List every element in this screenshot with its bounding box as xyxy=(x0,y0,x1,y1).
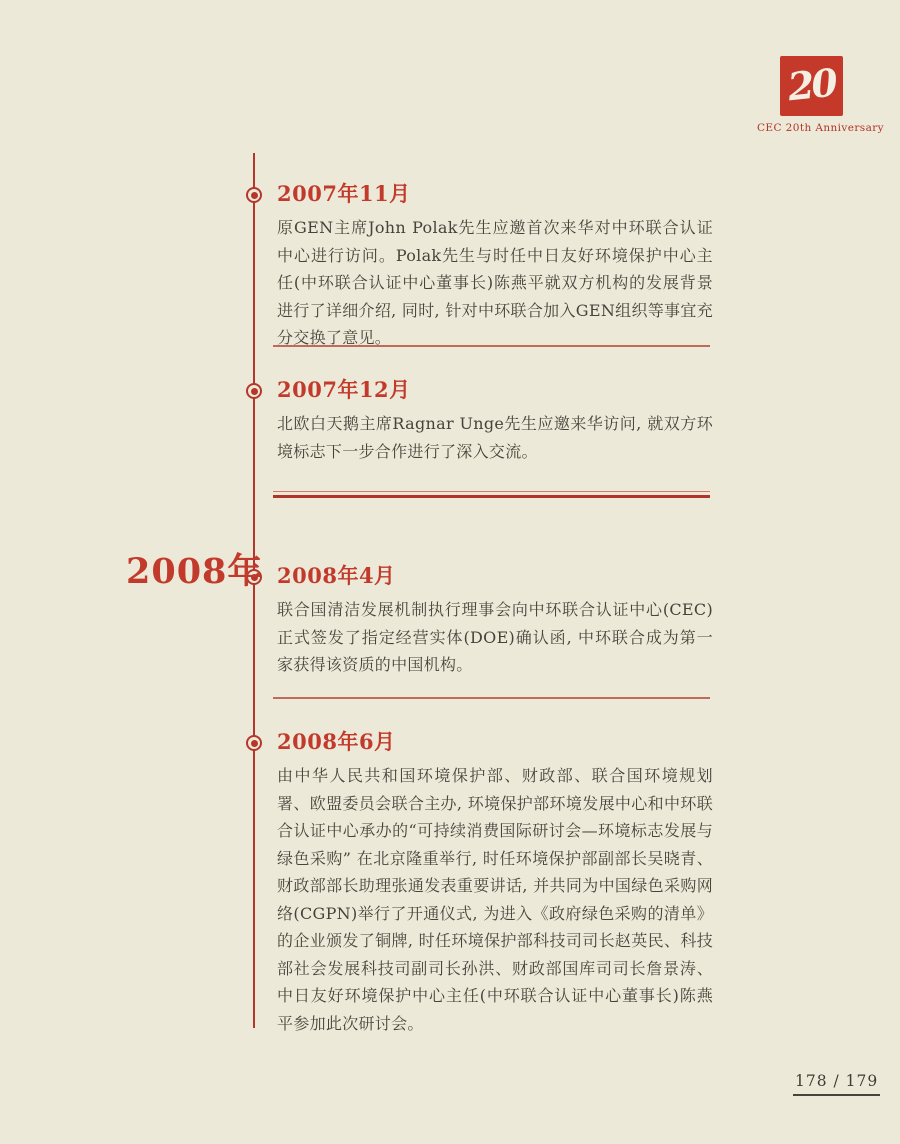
timeline-dot-icon xyxy=(246,735,262,751)
entry-date: 2007年11月 xyxy=(277,181,411,206)
timeline-entry xyxy=(277,182,713,352)
timeline-dot-icon xyxy=(246,383,262,399)
logo-square xyxy=(780,56,843,116)
year-section-divider xyxy=(273,491,710,498)
entry-body: 原GEN主席John Polak先生应邀首次来华对中环联合认证中心进行访问。Polak先生与时任中日友好环境保护中心主任(中环联合认证中心董事长)陈燕平就双方机构的发展背景进行了详细介绍, 同时, 针对中环联合加入GEN组织等事宜充分交换了意见。 xyxy=(277,218,713,348)
logo-caption: CEC 20th Anniversary xyxy=(757,122,884,134)
entry-body: 北欧白天鹅主席Ragnar Unge先生应邀来华访问, 就双方环境标志下一步合作进行了深入交流。 xyxy=(277,414,713,461)
timeline-dot-icon xyxy=(246,187,262,203)
entry-divider xyxy=(273,345,710,347)
entry-date: 2007年12月 xyxy=(277,377,411,402)
page-number: 178 / 179 xyxy=(793,1072,880,1096)
entry-date: 2008年4月 xyxy=(277,563,396,588)
entry-date: 2008年6月 xyxy=(277,729,396,754)
entry-divider xyxy=(273,697,710,699)
entry-body: 由中华人民共和国环境保护部、财政部、联合国环境规划署、欧盟委员会联合主办, 环境保护部环境发展中心和中环联合认证中心承办的“可持续消费国际研讨会—环境标志发展与绿色采购” 在北京隆重举行, 时任环境保护部副部长吴晓青、财政部部长助理张通发表重要讲话, 并共同为中国绿色采购网络(CGPN)举行了开通仪式, 为进入《政府绿色采购的清单》的企业颁发了铜牌, 时任环境保护部科技司司长赵英民、科技部社会发展科技司副司长孙洪、财政部国库司司长詹景涛、中日友好环境保护中心主任(中环联合认证中心董事长)陈燕平参加此次研讨会。 xyxy=(277,766,713,1033)
timeline-dot-core xyxy=(251,192,258,199)
timeline-entry xyxy=(277,730,713,1037)
timeline-dot-core xyxy=(251,740,258,747)
entry-body: 联合国清洁发展机制执行理事会向中环联合认证中心(CEC)正式签发了指定经营实体(DOE)确认函, 中环联合成为第一家获得该资质的中国机构。 xyxy=(277,600,713,675)
timeline-dot-core xyxy=(251,388,258,395)
logo-20-script-icon: 20 xyxy=(785,59,838,110)
timeline-entry xyxy=(277,378,713,465)
year-label-2008: 2008年 xyxy=(126,551,264,592)
timeline-entry xyxy=(277,564,713,679)
